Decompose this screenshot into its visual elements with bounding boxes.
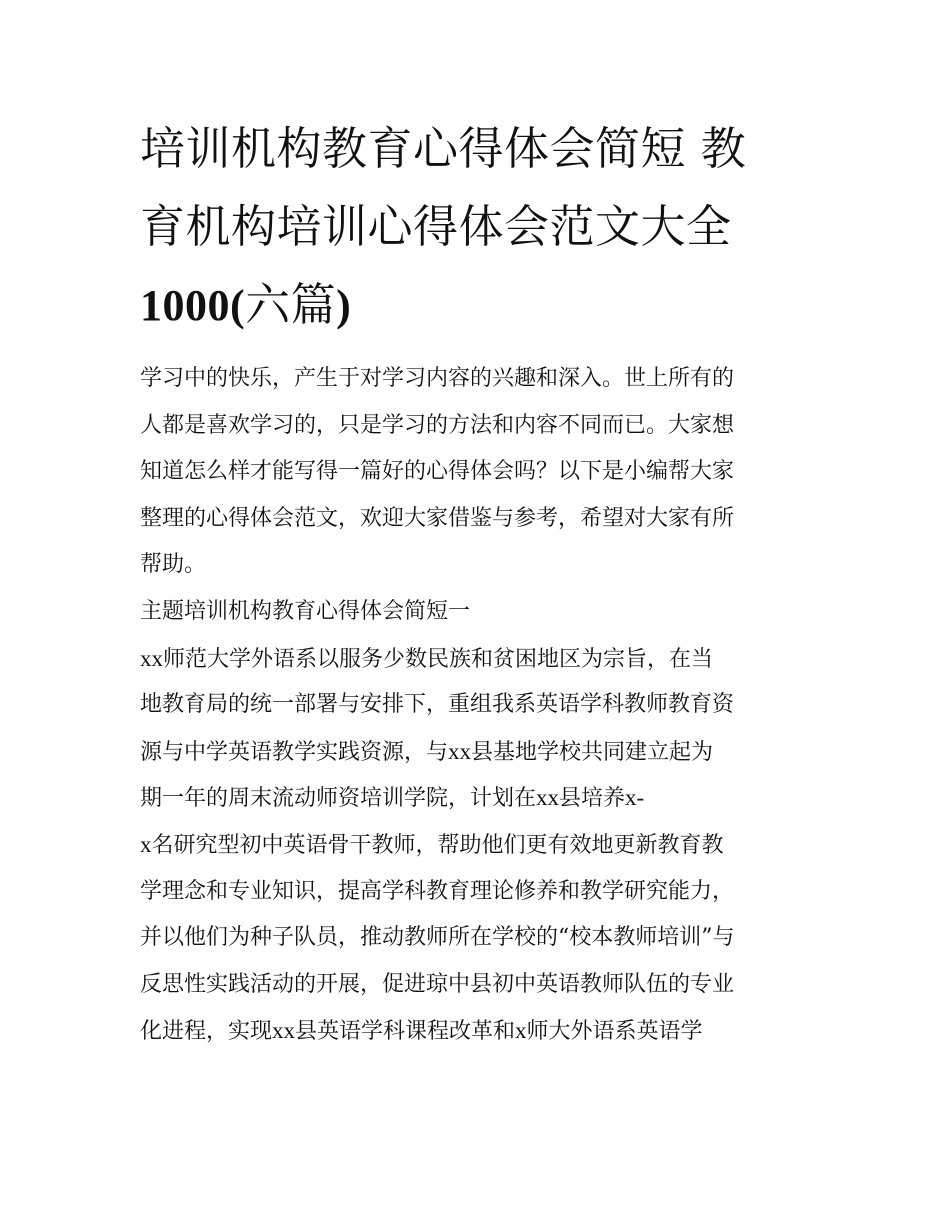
body-text: 化进程，实现 — [140, 1019, 273, 1045]
body-line — [140, 636, 830, 683]
body-line — [140, 1008, 830, 1055]
latin-text: xx — [140, 645, 163, 671]
body-line: 地教育局的统一部署与安排下，重组我系英语学科教师教育资 — [140, 692, 735, 718]
title-line-3 — [140, 266, 820, 345]
latin-text: x — [515, 1018, 527, 1044]
latin-text: xx — [536, 785, 560, 811]
latin-text: x — [140, 831, 152, 857]
body-line — [140, 822, 830, 869]
title-open-paren: ( — [230, 281, 246, 330]
document-title — [140, 110, 820, 345]
body-text: 源与中学英语教学实践资源，与 — [140, 739, 449, 765]
body-text: 师大外语系英语学 — [526, 1019, 703, 1045]
title-line-2: 育机构培训心得体会范文大全 — [140, 200, 732, 253]
latin-text: xx — [448, 738, 472, 764]
body-line: 帮助。 — [140, 552, 207, 578]
body-text: 名研究型初中英语骨干教师，帮助他们更有效地更新教育教 — [151, 832, 724, 858]
body-text: 县英语学科课程改革和 — [295, 1019, 516, 1045]
body-line: 反思性实践活动的开展，促进琼中县初中英语教师队伍的专业 — [140, 971, 735, 997]
body-line — [140, 775, 830, 822]
latin-text: x- — [625, 785, 645, 811]
body-line — [140, 729, 830, 776]
body-line: 人都是喜欢学习的，只是学习的方法和内容不同而已。大家想 — [140, 412, 735, 438]
body-text: 期一年的周末流动师资培训学院，计划在 — [140, 786, 537, 812]
title-close-paren: ) — [336, 281, 352, 330]
latin-text: xx — [272, 1018, 296, 1044]
body-line: 知道怎么样才能写得一篇好的心得体会吗？以下是小编帮大家 — [140, 459, 735, 485]
title-line-1: 培训机构教育心得体会简短 教 — [140, 122, 747, 175]
body-line: 整理的心得体会范文，欢迎大家借鉴与参考，希望对大家有所 — [140, 505, 735, 531]
document-body — [140, 356, 830, 1055]
body-line: 并以他们为种子队员，推动教师所在学校的“校本教师培训”与 — [140, 925, 735, 951]
body-line: 学理念和专业知识，提高学科教育理论修养和教学研究能力， — [140, 878, 735, 904]
body-text: 县培养 — [559, 786, 626, 812]
body-text: 县基地学校共同建立起为 — [471, 739, 714, 765]
title-count: 六篇 — [245, 278, 337, 331]
body-text: 师范大学外语系以服务少数民族和贫困地区为宗旨，在当 — [163, 646, 714, 672]
section-heading: 主题培训机构教育心得体会简短一 — [140, 598, 471, 624]
body-line: 学习中的快乐，产生于对学习内容的兴趣和深入。世上所有的 — [140, 366, 735, 391]
title-number: 1000 — [140, 281, 230, 330]
